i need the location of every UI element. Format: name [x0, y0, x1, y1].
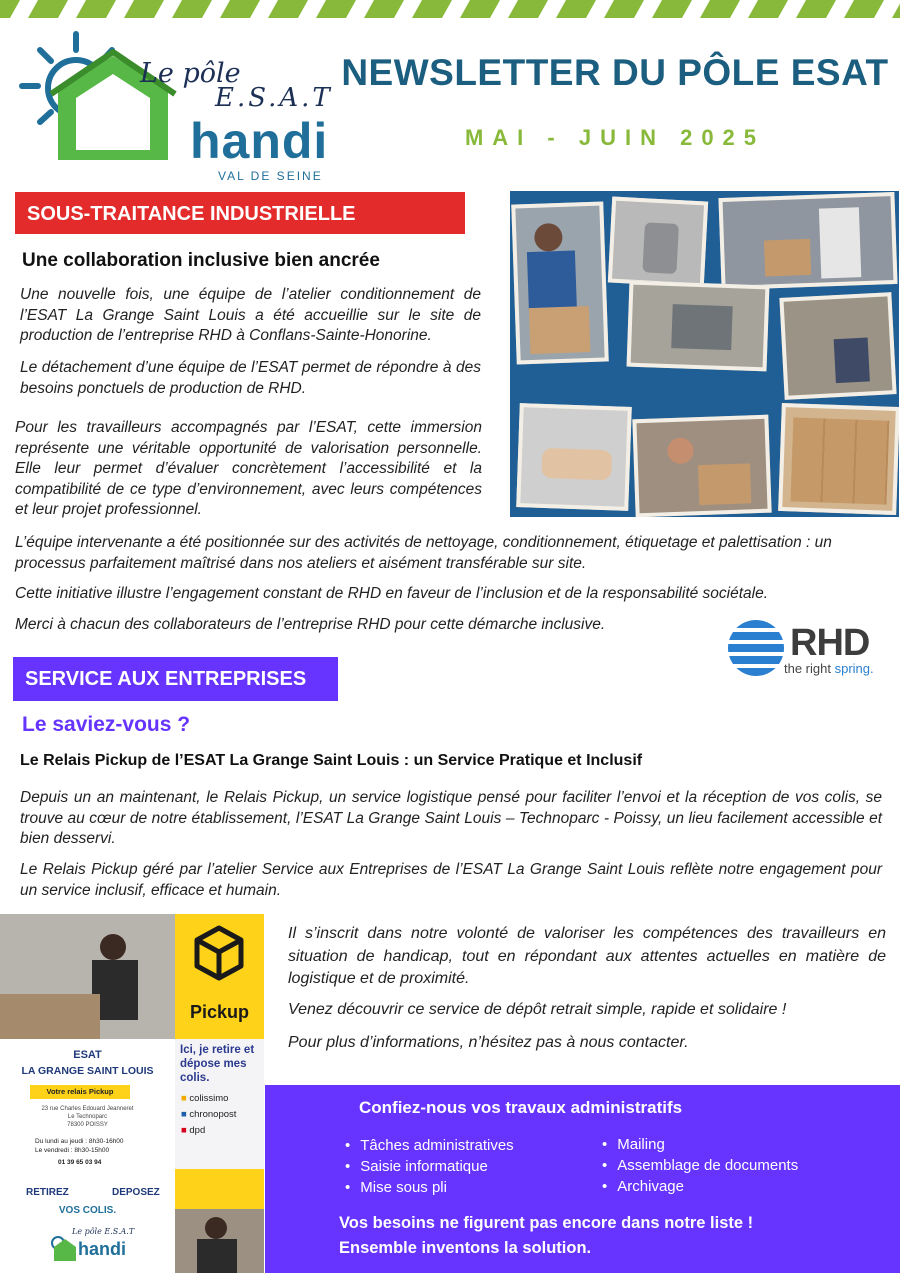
section2-paragraph-4: Venez découvrir ce service de dépôt retrait simple, rapide et solidaire !	[288, 1001, 787, 1018]
section1-subheading: Une collaboration inclusive bien ancrée	[22, 250, 380, 271]
band-dash	[0, 0, 20, 18]
band-dash	[316, 0, 356, 18]
band-dash	[652, 0, 692, 18]
poster-photo-staff	[175, 1209, 264, 1273]
band-dash	[220, 0, 260, 18]
band-dash	[28, 0, 68, 18]
band-dash	[172, 0, 212, 18]
poster-retirez: RETIREZ	[26, 1187, 69, 1198]
poster-address: 23 rue Charles Edouard Jeanneret Le Technoparc 78300 POISSY	[41, 1106, 134, 1128]
logo-esat: E.S.A.T	[215, 83, 333, 113]
band-dash	[748, 0, 788, 18]
collage-photo-worker-carton	[632, 415, 771, 517]
poster-esat: ESAT	[73, 1049, 102, 1061]
collage-photo-worker-box	[511, 201, 609, 364]
collage-photo-boxes	[778, 403, 899, 515]
rhd-tagline-b: spring.	[834, 661, 874, 676]
band-dash	[124, 0, 164, 18]
band-dash	[508, 0, 548, 18]
poster-info-panel	[0, 1039, 175, 1273]
logo-le-pole: Le pôle	[140, 58, 241, 89]
admin-item: • Archivage	[602, 1176, 798, 1197]
poster-vos-colis: VOS COLIS.	[58, 1205, 117, 1216]
laposte-band	[175, 1169, 264, 1209]
admin-item: • Tâches administratives	[345, 1135, 514, 1156]
admin-services-box	[265, 1085, 900, 1273]
collage-photo-worker-table	[779, 292, 896, 400]
section1-paragraph-1: Une nouvelle fois, une équipe de l’atelier conditionnement de l’ESAT La Grange Saint Louis a été accueillie sur le site de production de l’entreprise RHD à Conflans-Sainte-Honorine.	[20, 286, 481, 344]
rhd-logo-text: RHD	[790, 622, 870, 664]
pickup-relay-poster	[0, 914, 264, 1273]
section1-paragraph-3: Pour les travailleurs accompagnés par l’ESAT, cette immersion représente une véritable opportunité de valorisation personnelle. Elle leur permet d’évaluer concrètement l’accessibilité et la compatibilité de ce type d’environnement, avec leurs compétences et leur projet professionnel.	[15, 419, 482, 518]
relais-pickup-title: Le Relais Pickup de l’ESAT La Grange Saint Louis : un Service Pratique et Inclusif	[20, 752, 643, 769]
logo-handi: handi	[190, 113, 329, 169]
newsletter-date: MAI - JUIN 2025	[464, 125, 766, 150]
top-dashed-band	[0, 0, 900, 20]
poster-name: LA GRANGE SAINT LOUIS	[21, 1065, 154, 1077]
pickup-brands	[181, 1091, 236, 1139]
poster-phone: 01 39 65 03 94	[58, 1159, 102, 1166]
pickup-sign	[175, 914, 264, 1039]
section1-paragraph-5: Cette initiative illustre l’engagement constant de RHD en faveur de l’inclusion et de la responsabilité sociétale.	[15, 585, 769, 602]
rhd-tagline	[784, 661, 874, 676]
newsletter-title: NEWSLETTER DU PÔLE ESAT	[341, 52, 889, 93]
section1-paragraph-6: Merci à chacun des collaborateurs de l’entreprise RHD pour cette démarche inclusive.	[15, 616, 606, 633]
section2-paragraph-5: Pour plus d’informations, n’hésitez pas à nous contacter.	[288, 1034, 689, 1051]
admin-list-col1	[345, 1135, 514, 1198]
collage-photo-machine	[627, 281, 770, 372]
rhd-sphere-icon	[726, 618, 786, 678]
pickup-sign-text: Pickup	[189, 1002, 250, 1022]
band-dash	[796, 0, 836, 18]
mini-logo-le-pole: Le pôle E.S.A.T	[72, 1227, 135, 1236]
brand-chronopost: ■ chronopost	[181, 1109, 237, 1120]
brand-dpd: ■ dpd	[181, 1125, 206, 1136]
admin-item: • Assemblage de documents	[602, 1155, 798, 1176]
section-heading-service-entreprises: SERVICE AUX ENTREPRISES	[13, 657, 338, 701]
mini-sun-house-icon	[48, 1233, 78, 1263]
band-dash	[892, 0, 900, 18]
band-dash	[700, 0, 740, 18]
logo-val-de-seine: VAL DE SEINE	[218, 169, 323, 183]
brand-colissimo: ■ colissimo	[181, 1093, 229, 1104]
collage-photo-bag	[608, 197, 708, 288]
band-dash	[460, 0, 500, 18]
rhd-tagline-a: the right	[784, 661, 835, 676]
pickup-ici-text: Ici, je retire et dépose mes colis.	[180, 1044, 255, 1084]
poster-badge: Votre relais Pickup	[30, 1085, 130, 1099]
section2-paragraph-2: Le Relais Pickup géré par l’atelier Service aux Entreprises de l’ESAT La Grange Saint Louis reflète notre engagement pour un service inclusif, efficace et humain.	[20, 861, 882, 899]
le-saviez-vous-heading: Le saviez-vous ?	[22, 713, 191, 736]
band-dash	[844, 0, 884, 18]
admin-item: • Mise sous pli	[345, 1177, 514, 1198]
band-dash	[268, 0, 308, 18]
section1-paragraph-2: Le détachement d’une équipe de l’ESAT permet de répondre à des besoins ponctuels de production de RHD.	[20, 359, 481, 397]
poster-mini-logo	[48, 1227, 135, 1271]
section2-paragraph-1: Depuis un an maintenant, le Relais Pickup, un service logistique pensé pour faciliter l’envoi et la réception de vos colis, se trouve au cœur de notre établissement, l’ESAT La Grange Saint Louis – Technoparc - Poissy, un lieu facilement accessible et bien desservi.	[20, 789, 882, 847]
mini-logo-handi: handi	[78, 1239, 126, 1259]
rhd-logo	[722, 614, 892, 684]
section-heading-sous-traitance: SOUS-TRAITANCE INDUSTRIELLE	[15, 192, 465, 234]
collage-photo-hands	[516, 403, 632, 511]
section2-paragraph-3: Il s’inscrit dans notre volonté de valoriser les compétences des travailleurs en situation de handicap, tout en répondant aux attentes actuelles en matière de logistique et de proximité.	[288, 925, 886, 987]
admin-footer-line2: Ensemble inventons la solution.	[339, 1239, 592, 1257]
admin-title: Confiez-nous vos travaux administratifs	[359, 1098, 683, 1117]
pole-esat-handi-logo	[18, 28, 333, 183]
pickup-services-panel	[175, 1039, 264, 1169]
section1-paragraph-4: L’équipe intervenante a été positionnée sur des activités de nettoyage, conditionnement, étiquetage et palettisation : un processus parfaitement maîtrisé dans nos ateliers et aisément transférable sur site.	[15, 534, 832, 572]
admin-list-col2	[602, 1134, 798, 1197]
band-dash	[412, 0, 452, 18]
collage-photo-warehouse	[718, 192, 897, 290]
admin-item: • Saisie informatique	[345, 1156, 514, 1177]
band-dash	[556, 0, 596, 18]
admin-footer	[339, 1211, 753, 1261]
sun-house-icon	[18, 28, 198, 168]
band-dash	[76, 0, 116, 18]
poster-photo-counter	[0, 914, 175, 1039]
band-dash	[364, 0, 404, 18]
poster-hours: Du lundi au jeudi : 8h30-16h00 Le vendredi : 8h30-15h00	[35, 1138, 124, 1154]
band-dash	[604, 0, 644, 18]
poster-deposez: DEPOSEZ	[112, 1187, 160, 1198]
rhd-photo-collage	[510, 191, 899, 517]
admin-item: • Mailing	[602, 1134, 798, 1155]
admin-footer-line1: Vos besoins ne figurent pas encore dans notre liste !	[339, 1214, 754, 1232]
pickup-box-icon	[191, 924, 247, 982]
